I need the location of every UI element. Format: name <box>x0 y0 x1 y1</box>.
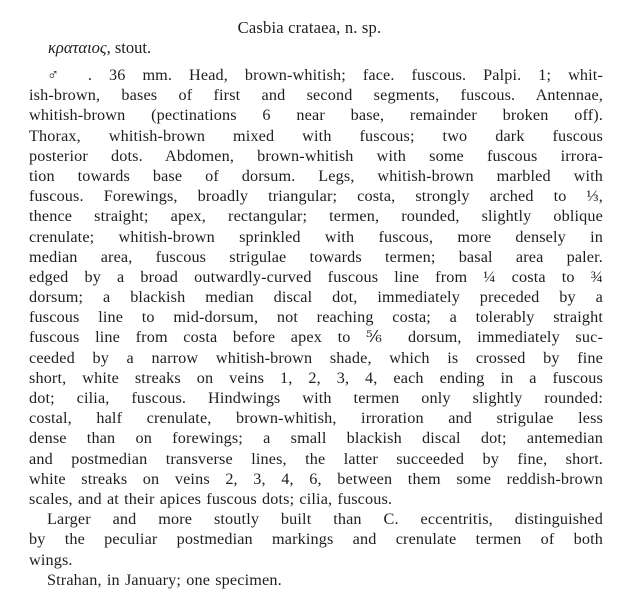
text-line: Thorax, whitish-brown mixed with fuscous; two dark fuscous <box>29 126 603 145</box>
text-line: thence straight; apex, rectangular; termen, rounded, slightly oblique <box>29 207 603 226</box>
etymology-meaning: , stout. <box>106 38 152 57</box>
text-line: wings. <box>29 550 73 569</box>
text-line: white streaks on veins 2, 3, 4, 6, between them some reddish-brown <box>29 469 603 488</box>
text-line: dense than on forewings; a small blackish discal dot; antemedian <box>29 429 603 448</box>
description-body <box>29 65 603 590</box>
text-line: whitish-brown (pectinations 6 near base, remainder broken off). <box>29 106 603 125</box>
text-line: ♂ . 36 mm. Head, brown-whitish; face. fuscous. Palpi. 1; whit- <box>47 66 603 84</box>
text-line: Strahan, in January; one specimen. <box>47 570 282 589</box>
text-line: ceeded by a narrow whitish-brown shade, which is crossed by fine <box>29 348 603 367</box>
text-line: and postmedian transverse lines, the latter succeeded by fine, short. <box>29 449 603 468</box>
species-title: Casbia crataea, n. sp. <box>237 18 382 37</box>
text-line: median area, fuscous strigulae towards termen; basal area paler. <box>29 247 603 266</box>
text-line: posterior dots. Abdomen, brown-whitish with some fuscous irrora- <box>29 146 603 165</box>
text-line: crenulate; whitish-brown sprinkled with fuscous, more densely in <box>29 227 603 246</box>
text-line: edged by a broad outwardly-curved fuscous line from ¼ costa to ¾ <box>29 267 603 286</box>
text-line: scales, and at their apices fuscous dots; cilia, fuscous. <box>29 489 393 508</box>
text-line: fuscous. Forewings, broadly triangular; costa, strongly arched to ⅓, <box>29 187 603 206</box>
text-line: ish-brown, bases of first and second segments, fuscous. Antennae, <box>29 86 603 105</box>
text-line: fuscous line to mid-dorsum, not reaching costa; a tolerably straight <box>29 308 603 327</box>
text-line: dot; cilia, fuscous. Hindwings with termen only slightly rounded: <box>29 389 603 407</box>
text-line: fuscous line from costa before apex to ⅚ dorsum, immediately suc- <box>29 328 603 347</box>
text-line: short, white streaks on veins 1, 2, 3, 4, each ending in a fuscous <box>29 368 603 387</box>
etymology-greek: κραταιος <box>48 38 107 57</box>
etymology <box>48 38 151 58</box>
text-line: Larger and more stoutly built than C. eccentritis, distinguished <box>47 510 603 529</box>
text-line: by the peculiar postmedian markings and crenulate termen of both <box>29 530 603 549</box>
text-line: tion towards base of dorsum. Legs, whitish-brown marbled with <box>29 166 603 185</box>
text-line: dorsum; a blackish median discal dot, immediately preceded by a <box>29 288 603 307</box>
text-line: costal, half crenulate, brown-whitish, irroration and strigulae less <box>29 409 603 428</box>
